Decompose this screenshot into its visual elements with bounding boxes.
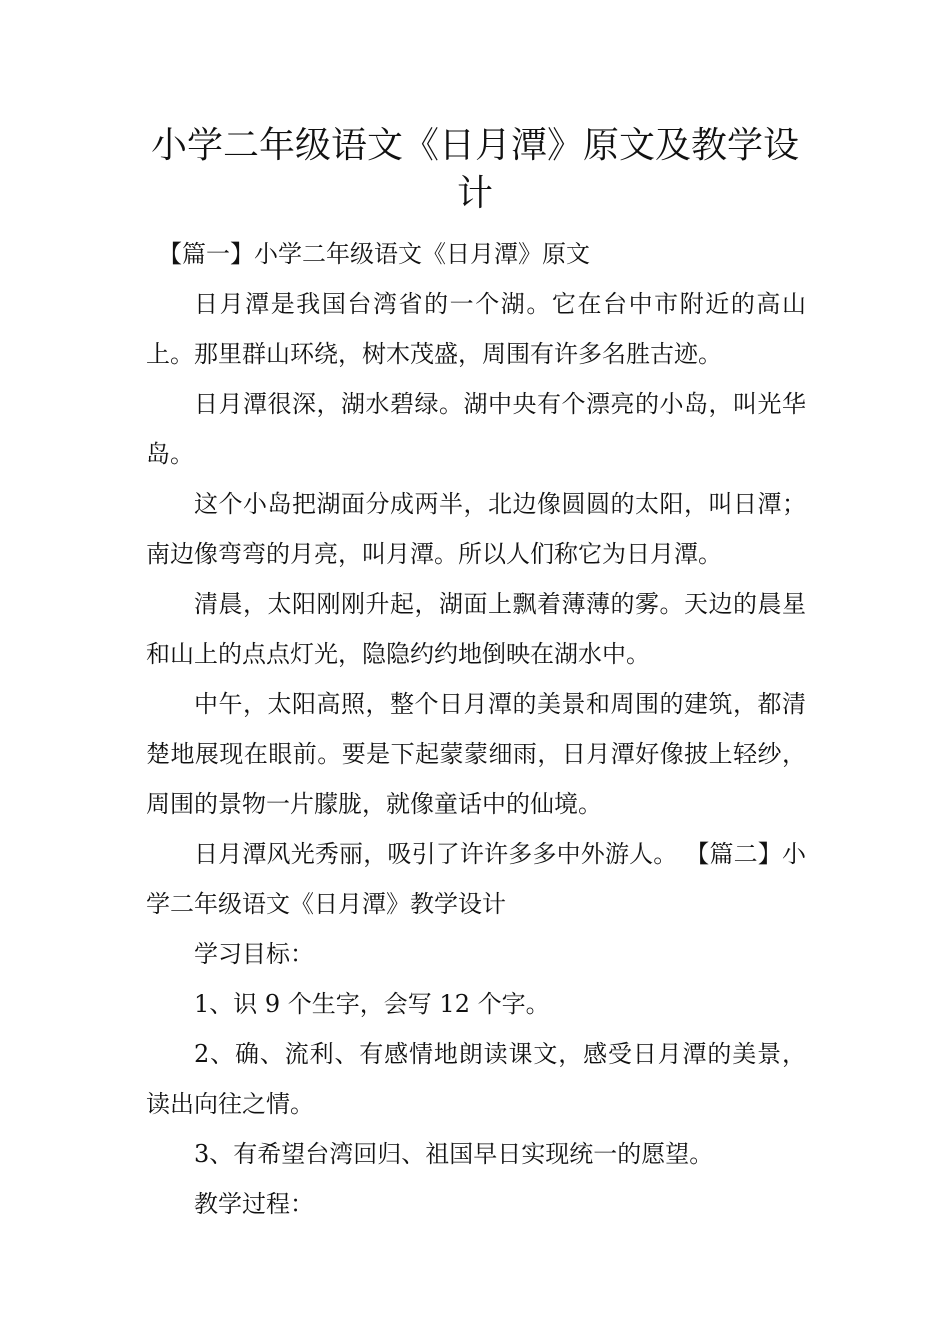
document-body: [146, 229, 806, 1229]
document-title: 小学二年级语文《日月潭》原文及教学设计: [150, 125, 799, 214]
paragraph-goal-2: 2、确、流利、有感情地朗读课文，感受日月潭的美景，读出向往之情。: [146, 1040, 806, 1118]
paragraph-learning-goals-heading: 学习目标：: [194, 940, 314, 968]
paragraph-location: 日月潭是我国台湾省的一个湖。它在台中市附近的高山上。那里群山环绕，树木茂盛，周围有许多名胜古迹。: [146, 290, 806, 368]
section-heading-part-one: 【篇一】小学二年级语文《日月潭》原文: [158, 240, 590, 268]
paragraph-lake-island: 日月潭很深，湖水碧绿。湖中央有个漂亮的小岛，叫光华岛。: [146, 390, 806, 468]
paragraph-scenery-and-part-two: 日月潭风光秀丽，吸引了许许多多中外游人。 【篇二】小学二年级语文《日月潭》教学设计: [146, 840, 806, 918]
paragraph-teaching-process-heading: 教学过程：: [194, 1190, 314, 1218]
paragraph-morning: 清晨，太阳刚刚升起，湖面上飘着薄薄的雾。天边的晨星和山上的点点灯光，隐隐约约地倒映在湖水中。: [146, 590, 806, 668]
paragraph-goal-3: 3、有希望台湾回归、祖国早日实现统一的愿望。: [194, 1140, 714, 1168]
paragraph-name-origin: 这个小岛把湖面分成两半，北边像圆圆的太阳，叫日潭；南边像弯弯的月亮，叫月潭。所以人们称它为日月潭。: [146, 490, 806, 568]
paragraph-noon: 中午，太阳高照，整个日月潭的美景和周围的建筑，都清楚地展现在眼前。要是下起蒙蒙细雨，日月潭好像披上轻纱，周围的景物一片朦胧，就像童话中的仙境。: [146, 690, 806, 818]
paragraph-goal-1: 1、识 9 个生字，会写 12 个字。: [194, 990, 550, 1018]
